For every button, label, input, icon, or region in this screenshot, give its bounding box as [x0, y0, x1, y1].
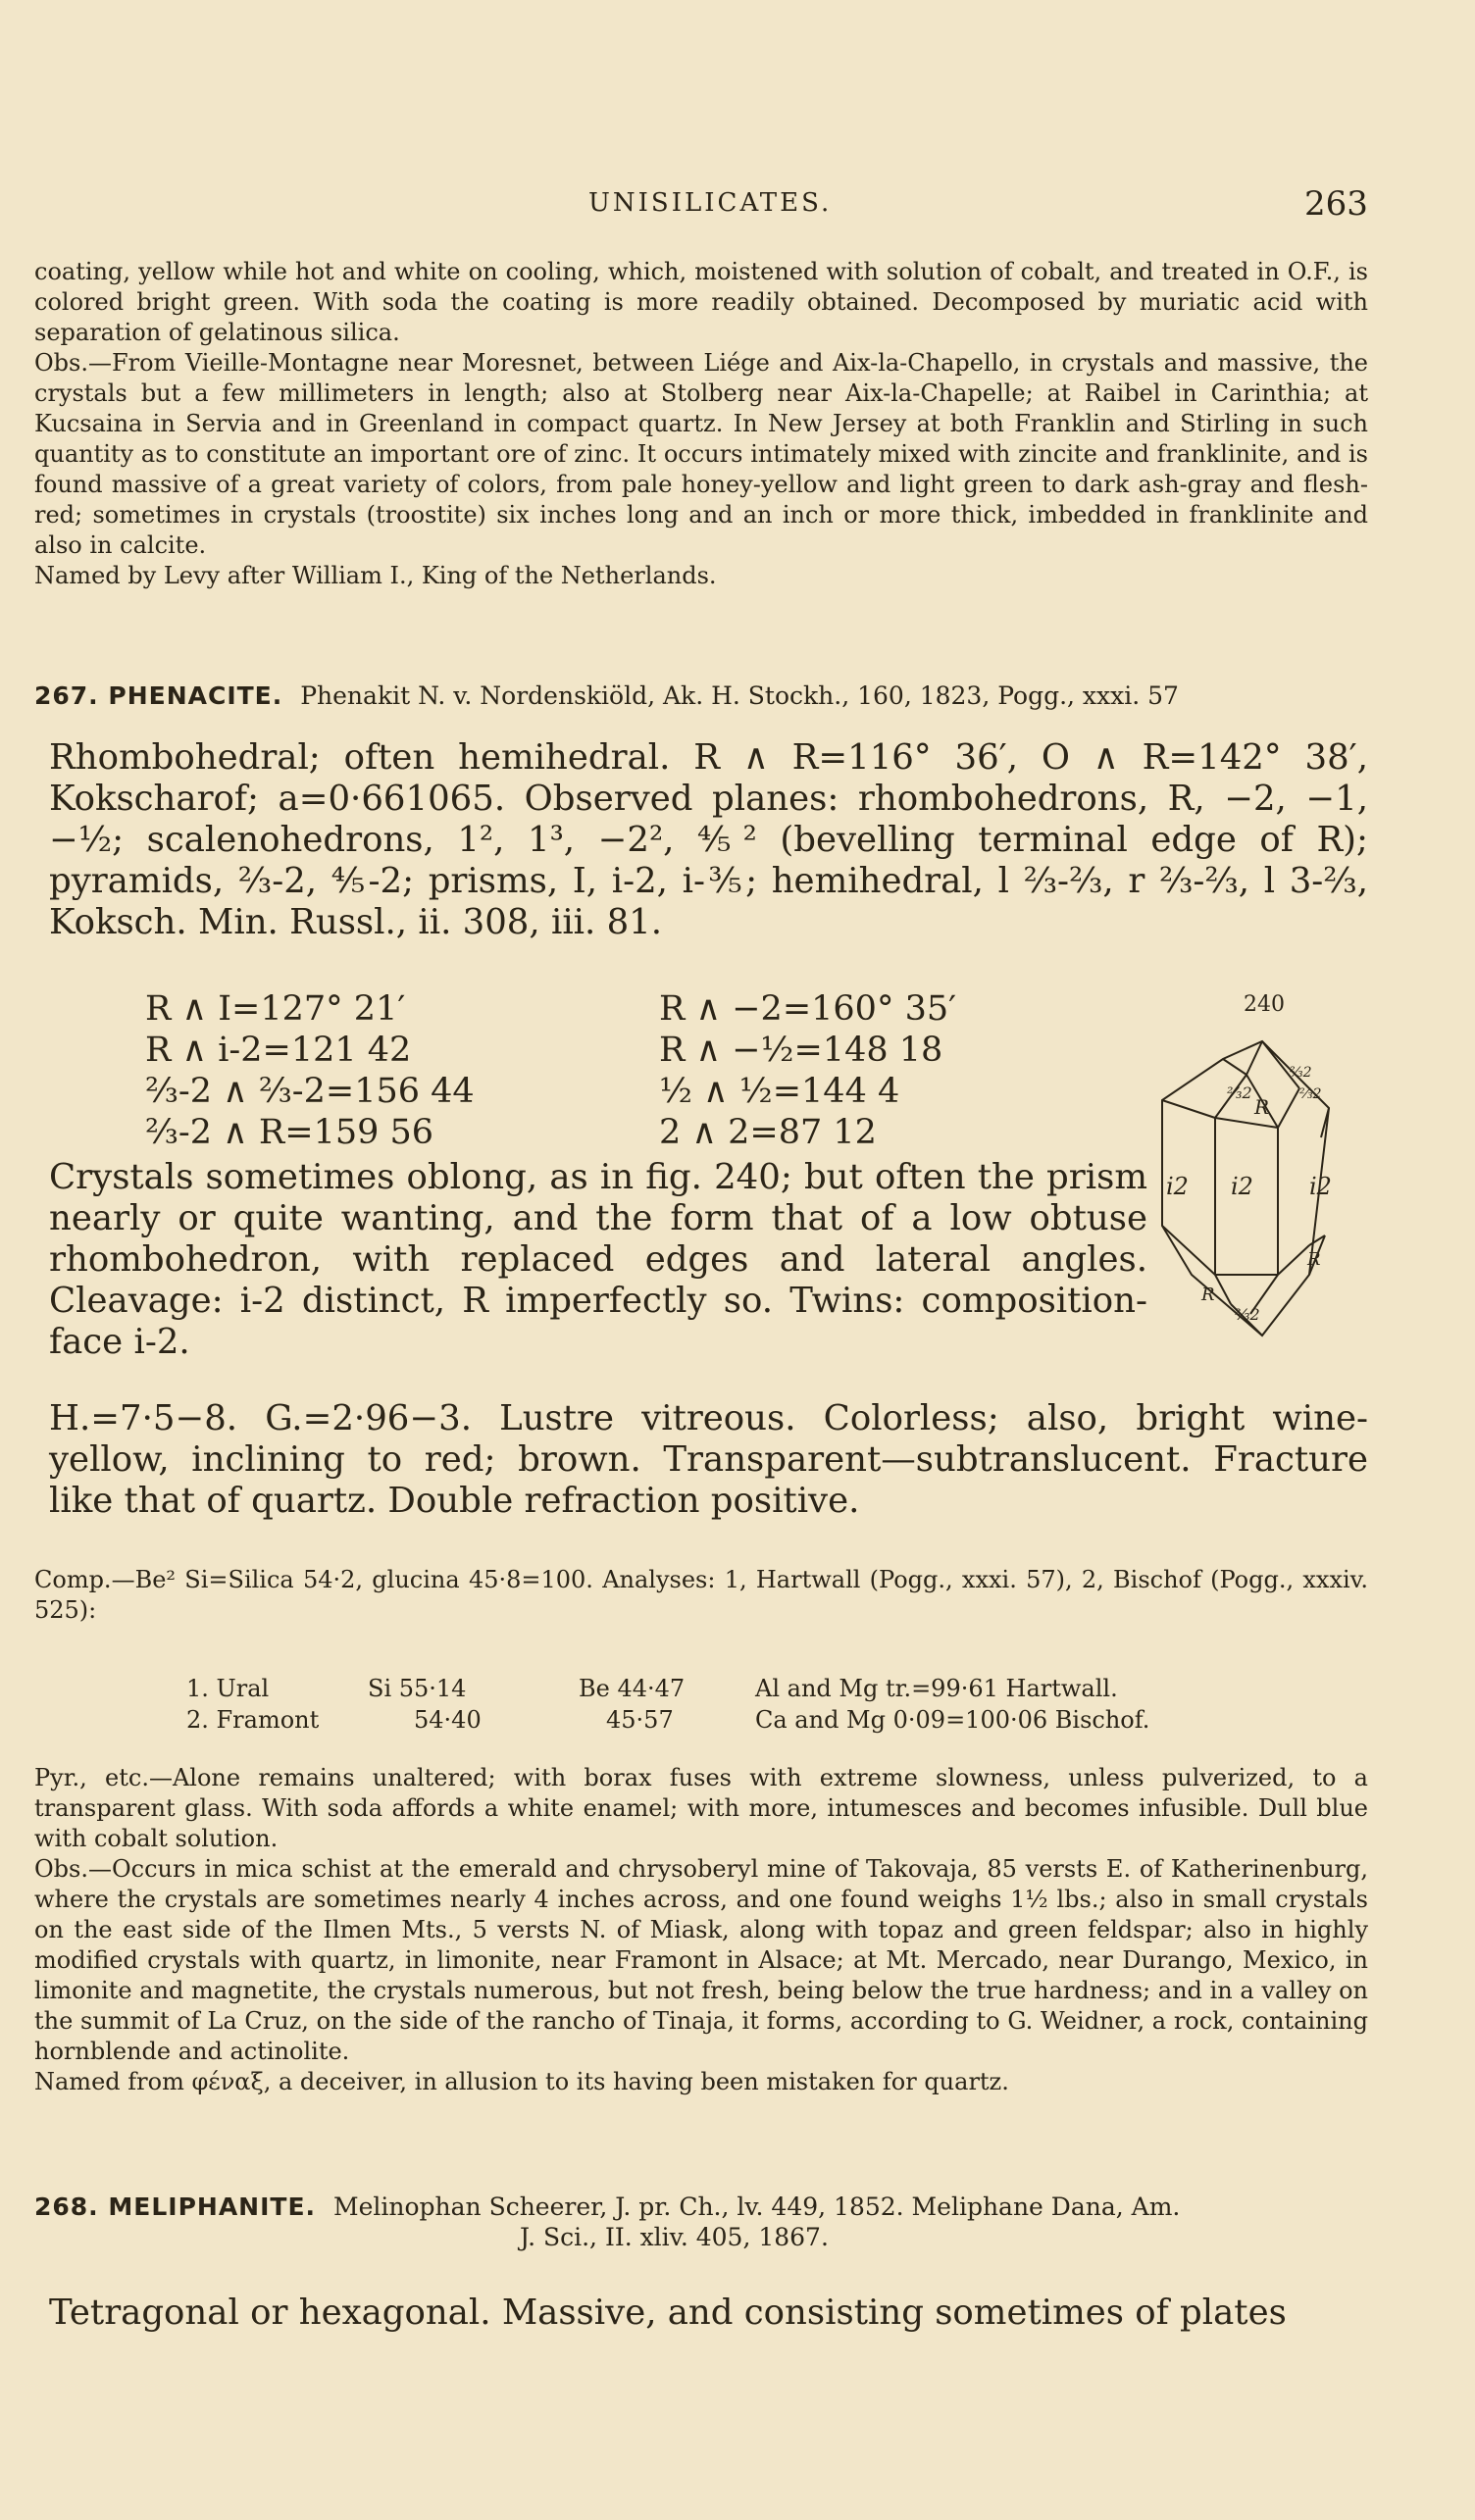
obs-paragraph: Obs.—From Vieille-Montagne near Moresnet, between Liége and Aix-la-Chapello, in crystals and massive, the crystals but a few millimeters in length; also at Stolberg near Aix-la-Chapelle; at Raibel in Carinthia; at Kucsaina in Servia and in Greenland in compact quartz. In New Jersey at both Franklin and Stirling in such quantity as to constitute an important ore of zinc. It occurs intimately mixed with zincite and franklinite, and is found massive of a great variety of colors, from pale honey-yellow and light green to dark ash-gray and flesh-red; sometimes in crystals (troostite) six inches long and an inch or more thick, imbedded in franklinite and also in calcite.: [34, 349, 1368, 559]
angle-row: ½ ∧ ½=144 4: [659, 1072, 900, 1111]
analysis-remainder: Al and Mg tr.=99·61 Hartwall.: [755, 1675, 1118, 1702]
angle-row: R ∧ −2=160° 35′: [659, 989, 957, 1029]
meliphanite-paragraph: Tetragonal or hexagonal. Massive, and consisting sometimes of plates: [49, 2293, 1287, 2333]
habit-paragraph: Crystals sometimes oblong, as in fig. 240; but often the prism nearly or quite wanting, and the form that of a low obtuse rhombohedron, with replaced edges and lateral angles. Cleavage: i-2 distinct, R imperfectly so. Twins: composition-face i-2.: [49, 1157, 1147, 1362]
figure-240-label: 240: [1244, 992, 1285, 1017]
face-label: R: [1307, 1249, 1321, 1270]
crystal-figure-240: [1152, 990, 1388, 1383]
pyr-paragraph: Pyr., etc.—Alone remains unaltered; with borax fuses with extreme slowness, unless pulverized, to a transparent glass. With soda affords a white enamel; with more, intumesces and becomes infusible. Dull blue with cobalt solution.: [34, 1764, 1368, 1852]
crystallography-paragraph: Rhombohedral; often hemihedral. R ∧ R=116° 36′, O ∧ R=142° 38′, Kokscharof; a=0·661065. Observed planes: rhombohedrons, R, −2, −1, −½; scalenohedrons, 1², 1³, −2², ⅘² (bevelling terminal edge of R); pyramids, ⅔-2, ⅘-2; prisms, I, i-2, i-⅗; hemihedral, l ⅔-⅔, r ⅔-⅔, l 3-⅔, Koksch. Min. Russl., ii. 308, iii. 81.: [49, 737, 1368, 942]
analysis-locality: 1. Ural: [186, 1675, 270, 1702]
face-label: ⅔2: [1227, 1084, 1252, 1102]
angle-row: R ∧ i-2=121 42: [145, 1031, 412, 1070]
angles-left: [145, 988, 475, 1153]
face-label: i2: [1309, 1173, 1332, 1200]
face-label: R: [1254, 1095, 1270, 1119]
page-number: 263: [1304, 184, 1368, 224]
heading-268-name: 268. MELIPHANITE.: [34, 2192, 317, 2221]
heading-268: [34, 2192, 1407, 2252]
analysis-silica: 54·40: [414, 1706, 482, 1734]
face-label: i2: [1166, 1173, 1189, 1200]
heading-267-name: 267. PHENACITE.: [34, 681, 283, 710]
heading-268-synonymy: Melinophan Scheerer, J. pr. Ch., lv. 449, 1852. Meliphane Dana, Am.: [332, 2192, 1181, 2221]
face-label: ⅔2: [1299, 1086, 1322, 1102]
composition-text: [34, 1565, 1368, 1626]
named-paragraph: Named by Levy after William I., King of the Netherlands.: [34, 562, 717, 589]
pyrognostics-and-occurrence: [34, 1763, 1368, 2097]
meliphanite-intro: [49, 2293, 1368, 2334]
previous-entry-text: [34, 257, 1368, 591]
phenacite-properties: [49, 1398, 1368, 1522]
occurrence-paragraph: Obs.—Occurs in mica schist at the emerald and chrysoberyl mine of Takovaja, 85 versts E. of Katherinenburg, where the crystals are sometimes nearly 4 inches across, and one found weighs 1½ lbs.; also in small crystals on the east side of the Ilmen Mts., 5 versts N. of Miask, along with topaz and green feldspar; also in highly modified crystals with quartz, in limonite, near Framont in Alsace; at Mt. Mercado, near Durango, Mexico, in limonite and magnetite, the crystals numerous, but not fresh, being below the true hardness; and in a valley on the summit of La Cruz, on the side of the rancho of Tinaja, it forms, according to G. Weidner, a rock, containing hornblende and actinolite.: [34, 1855, 1368, 2065]
etymology-paragraph: Named from φέναξ, a deceiver, in allusion to its having been mistaken for quartz.: [34, 2068, 1009, 2095]
analysis-locality: 2. Framont: [186, 1706, 320, 1734]
face-label: ⅔2: [1235, 1305, 1260, 1324]
face-label: i2: [1231, 1173, 1253, 1200]
heading-267-synonymy: Phenakit N. v. Nordenskiöld, Ak. H. Stockh., 160, 1823, Pogg., xxxi. 57: [300, 681, 1179, 710]
face-label: R: [1201, 1285, 1215, 1305]
angle-row: 2 ∧ 2=87 12: [659, 1113, 877, 1152]
phenacite-intro: [49, 737, 1368, 943]
physical-properties-paragraph: H.=7·5−8. G.=2·96−3. Lustre vitreous. Colorless; also, bright wine-yellow, inclining to red; brown. Transparent—subtranslucent. Fracture like that of quartz. Double refraction positive.: [49, 1398, 1368, 1521]
phenacite-description: [49, 1157, 1147, 1363]
face-label: ⅔2: [1290, 1065, 1312, 1081]
composition-paragraph: Comp.—Be² Si=Silica 54·2, glucina 45·8=100. Analyses: 1, Hartwall (Pogg., xxxi. 57), 2, Bischof (Pogg., xxxiv. 525):: [34, 1566, 1368, 1624]
analysis-remainder: Ca and Mg 0·09=100·06 Bischof.: [755, 1706, 1150, 1734]
angle-row: R ∧ I=127° 21′: [145, 989, 406, 1029]
angle-row: R ∧ −½=148 18: [659, 1031, 943, 1070]
heading-267: [34, 680, 1407, 711]
coating-paragraph: coating, yellow while hot and white on cooling, which, moistened with solution of cobalt, and treated in O.F., is colored bright green. With soda the coating is more readily obtained. Decomposed by muriatic acid with separation of gelatinous silica.: [34, 258, 1368, 346]
angle-row: ⅔-2 ∧ ⅔-2=156 44: [145, 1072, 475, 1111]
running-header: [0, 184, 1475, 224]
angle-row: ⅔-2 ∧ R=159 56: [145, 1113, 434, 1152]
running-title: UNISILICATES.: [588, 188, 833, 218]
analysis-glucina: Be 44·47: [579, 1675, 686, 1702]
angles-right: [659, 988, 956, 1153]
heading-268-line2: J. Sci., II. xliv. 405, 1867.: [520, 2223, 829, 2251]
analysis-glucina: 45·57: [606, 1706, 674, 1734]
analysis-silica: Si 55·14: [368, 1675, 467, 1702]
